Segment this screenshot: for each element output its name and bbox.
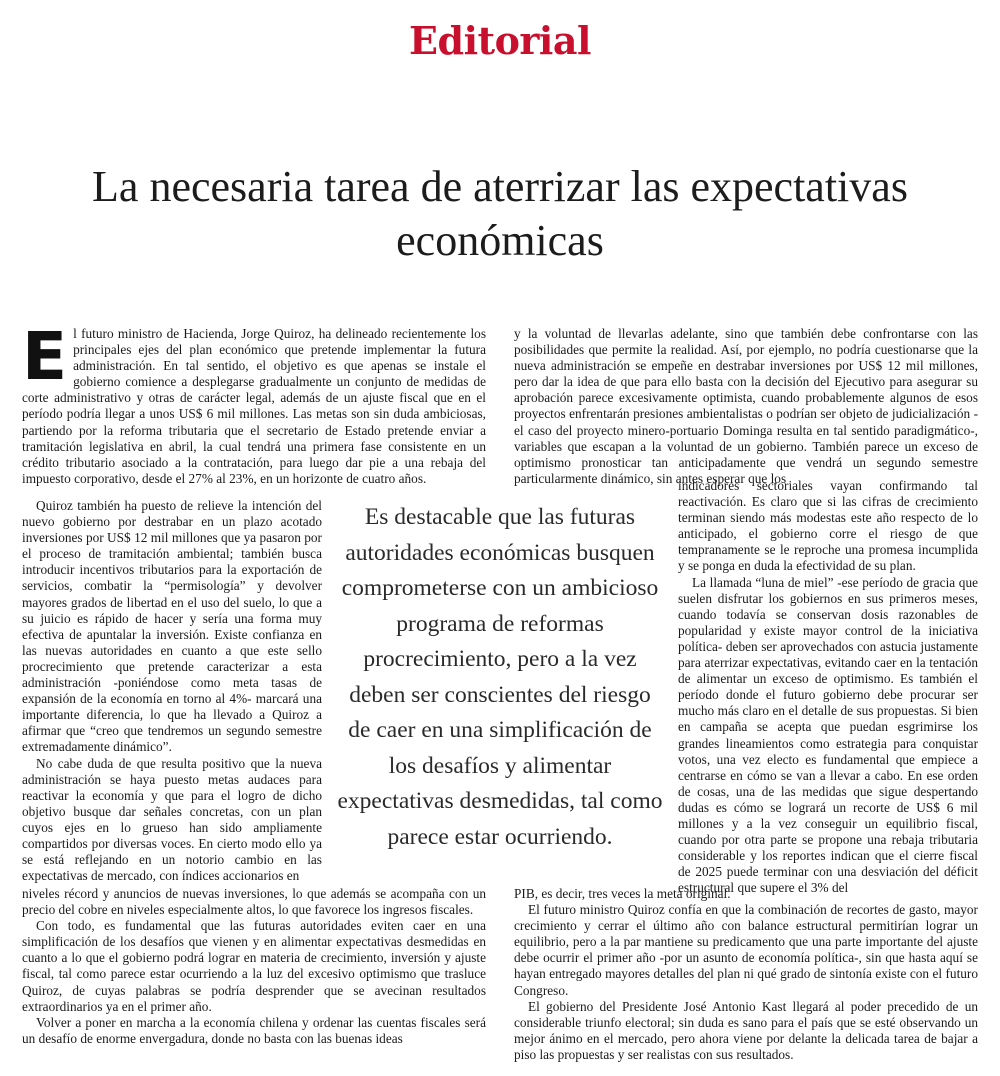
left-paragraph-3: Con todo, es fundamental que las futuras autoridades eviten caer en una simplificación de los desafíos que vienen y en alimentar expectativas desmedidas en cuanto a lo que el gobierno podrá lograr en materia de crecimiento, inversión y ajuste fiscal, tal como parece estar ocurriendo a la luz del excesivo optimismo que trasluce Quiroz, de cuyas palabras se podría desprender que se avecinan resultados extraordinarios ya en el primer año. <box>22 918 486 1014</box>
right-paragraph-2: La llamada “luna de miel” -ese período de gracia que suelen disfrutar los gobiernos en sus primeros meses, cuando todavía se conservan dosis razonables de popularidad y existe mayor control de la iniciativa política- deben ser aprovechados con astucia justamente para aterrizar expectativas, evitando caer en la tentación de alimentar un exceso de optimismo. Es también el período donde el futuro gobierno debe procurar ser mucho más claro en el detalle de sus propuestas. Si bien en campaña se acepta que puedan esgrimirse los grandes lineamientos como estrategia para conquistar votos, una vez electo es fundamental que empiece a centrarse en cómo se van a llevar a cabo. En ese orden de cosas, una de las medidas que sigue despertando dudas es cómo se logrará un recorte de US$ 6 mil millones y a la vez conseguir un equilibrio fiscal, cuando por otra parte se propone una rebaja tributaria considerable y los reportes indican que el cierre fiscal de 2025 puede terminar con una desviación del déficit estructural que supere el 3% del <box>678 574 978 896</box>
right-paragraph-1-continued: indicadores sectoriales vayan confirmando tal reactivación. Es claro que si las cifras de crecimiento terminan siendo más modestas este año respecto de lo anticipado, el gobierno corre el riesgo de que tempranamente se le reproche una promesa incumplida y se ponga en duda la efectividad de su plan. <box>678 478 978 574</box>
right-lower-block <box>514 886 978 1063</box>
left-paragraph-4: Volver a poner en marcha a la economía chilena y ordenar las cuentas fiscales será un desafío de enorme envergadura, donde no basta con las buenas ideas <box>22 1014 486 1046</box>
left-paragraph-2: No cabe duda de que resulta positivo que la nueva administración se haya puesto metas audaces para reactivar la economía y que para el logro de dicho objetivo busque dar señales concretas, con un plan cuyos ejes en lo grueso han sido ampliamente compartidos por diversas voces. En cierto modo ello ya se está reflejando en un notorio cambio en las expectativas de mercado, con índices accionarios en <box>22 755 322 884</box>
section-label: Editorial <box>409 18 591 63</box>
intro-block <box>22 318 486 487</box>
right-paragraph-4: El gobierno del Presidente José Antonio Kast llegará al poder precedido de un considerable triunfo electoral; sin duda es sano para el país que se esté observando un mejor ánimo en el mercado, pero ahora viene por delante la delicada tarea de bajar a piso las propuestas y ser realistas con sus resultados. <box>514 998 978 1062</box>
intro-text: l futuro ministro de Hacienda, Jorge Quiroz, ha delineado recientemente los principales ejes del plan económico que pretende implementar la futura administración. En tal sentido, el objetivo es que apenas se instale el gobierno comience a desplegarse gradualmente un conjunto de medidas de corte administrativo y otras de carácter legal, además de un ajuste fiscal que en el período podría llegar a unos US$ 6 mil millones. Las metas son sin duda ambiciosas, partiendo por la reforma tributaria que el secretario de Estado pretende enviar a tramitación legislativa en abril, la cual tendrá una primera fase consistente en un crédito tributario asociado a la contratación, para luego dar pie a una rebaja del impuesto corporativo, desde el 27% al 23%, en un horizonte de cuatro años. <box>22 326 486 486</box>
left-paragraph-1: Quiroz también ha puesto de relieve la intención del nuevo gobierno por destrabar en un plazo acotado inversiones por US$ 12 mil millones que ya pasaron por el proceso de tramitación ambiental; también busca introducir incentivos tributarios para la exportación de servicios, combatir la “permisología” y devolver mayores grados de libertad en el uso del suelo, lo que a su juicio es rápido de hacer y sería una forma muy efectiva de apuntalar la inversión. Existe confianza en las nuevas autoridades en cuanto a que este sello procrecimiento que pretende caracterizar a esta administración -poniéndose como meta tasas de expansión de la economía en torno al 4%- marcará una importante diferencia, lo que ha llevado a Quiroz a afirmar que “creo que tendremos un segundo semestre extremadamente dinámico”. <box>22 498 322 755</box>
intro-paragraph <box>22 318 486 487</box>
left-paragraph-2-continued: niveles récord y anuncios de nuevas inversiones, lo que además se acompaña con un precio del cobre en niveles especialmente altos, lo que favorece los ingresos fiscales. <box>22 886 486 918</box>
right-paragraph-1: y la voluntad de llevarlas adelante, sino que también debe confrontarse con las posibilidades que permite la realidad. Así, por ejemplo, no podría cuestionarse que la nueva administración se empeñe en destrabar inversiones por US$ 12 mil millones, pero dar la idea de que para ello basta con la decisión del Ejecutivo para asegurar su aprobación parece excesivamente optimista, cuando probablemente algunos de esos proyectos enfrentarán presiones ambientalistas o podrían ser objeto de judicialización -el caso del proyecto minero-portuario Dominga resulta en tal sentido paradigmático-, variables que escapan a la voluntad de un gobierno. También parece un exceso de optimismo pronosticar tan anticipadamente que vendrá un segundo semestre particularmente dinámico, sin antes esperar que los <box>514 326 978 486</box>
pull-quote: Es destacable que las futuras autoridades económicas busquen comprometerse con un ambicioso programa de reformas procrecimiento, pero a la vez deben ser conscientes del riesgo de caer en una simplificación de los desafíos y alimentar expectativas desmedidas, tal como parece estar ocurriendo. <box>337 504 663 850</box>
right-narrow-column <box>678 478 978 896</box>
right-paragraph-3: El futuro ministro Quiroz confía en que la combinación de recortes de gasto, mayor crecimiento y cerrar el último año con balance estructural permitirían lograr un equilibrio, pero a la par mantiene su predicamento que una parte importante del ajuste debe ocurrir el primer año -por un asunto de economía política-, sin que hasta aquí se hayan entregado mayores detalles del plan ni qué grado de sintonía existe con el futuro Congreso. <box>514 902 978 998</box>
headline: La necesaria tarea de aterrizar las expectativas económicas <box>92 162 908 265</box>
right-upper-block <box>514 326 978 487</box>
left-lower-block <box>22 886 486 1047</box>
left-narrow-column <box>22 498 322 884</box>
right-paragraph-2-continued: PIB, es decir, tres veces la meta original. <box>514 886 731 901</box>
drop-cap: E <box>22 318 68 395</box>
